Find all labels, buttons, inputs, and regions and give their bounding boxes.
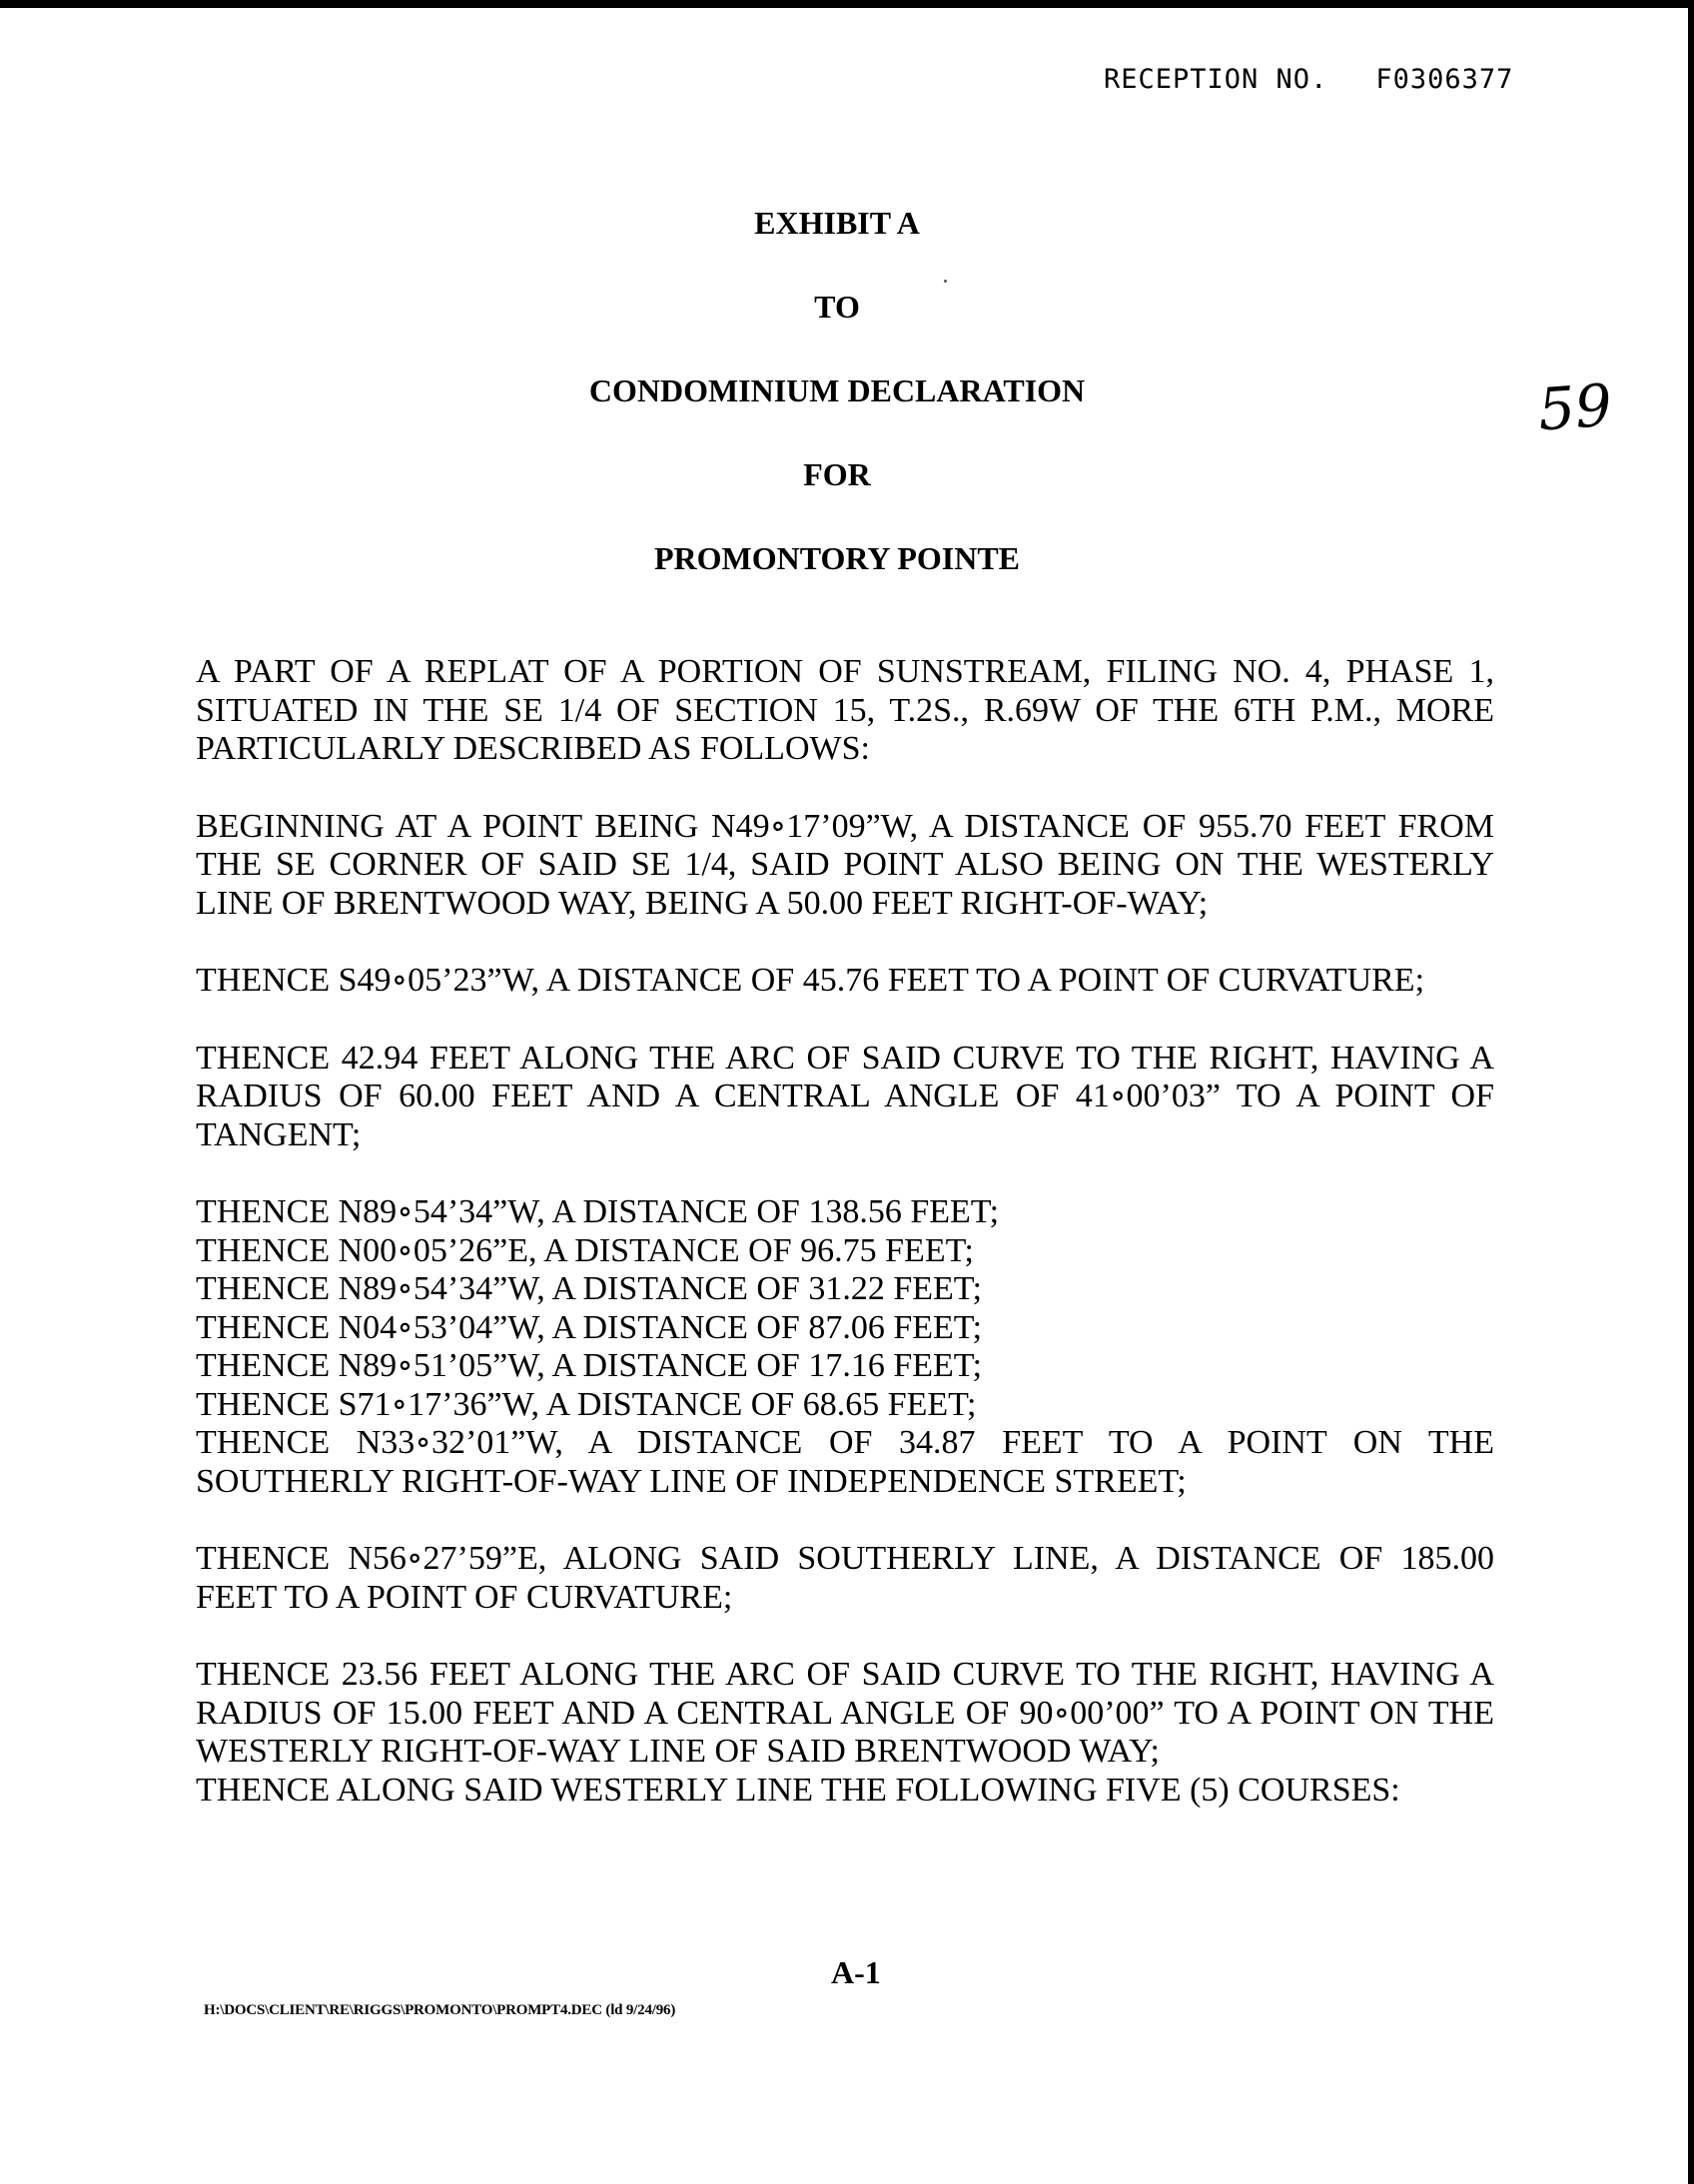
- title-block: [0, 205, 1674, 624]
- thence-paragraph-2: THENCE 42.94 FEET ALONG THE ARC OF SAID CURVE TO THE RIGHT, HAVING A RADIUS OF 60.00 FEET AND A CENTRAL ANGLE OF 41∘00’03” TO A POINT OF TANGENT;: [196, 1039, 1494, 1153]
- thence-paragraph-1: THENCE S49∘05’23”W, A DISTANCE OF 45.76 FEET TO A POINT OF CURVATURE;: [196, 962, 1425, 999]
- title-line-for: FOR: [803, 456, 871, 492]
- title-line-exhibit: EXHIBIT A: [754, 205, 920, 241]
- thence-paragraph-4: THENCE N56∘27’59”E, ALONG SAID SOUTHERLY LINE, A DISTANCE OF 185.00 FEET TO A POINT OF CURVATURE;: [196, 1540, 1494, 1616]
- reception-number-stamp: [1104, 64, 1513, 95]
- course-line: THENCE N89∘51’05”W, A DISTANCE OF 17.16 FEET;: [196, 1347, 983, 1384]
- course-line: THENCE S71∘17’36”W, A DISTANCE OF 68.65 FEET;: [196, 1385, 977, 1423]
- course-line: THENCE N04∘53’04”W, A DISTANCE OF 87.06 FEET;: [196, 1308, 983, 1346]
- page-number: A-1: [831, 1954, 881, 1990]
- title-line-declaration: CONDOMINIUM DECLARATION: [588, 372, 1086, 408]
- beginning-paragraph: BEGINNING AT A POINT BEING N49∘17’09”W, A DISTANCE OF 955.70 FEET FROM THE SE CORNER OF SAID SE 1/4, SAID POINT ALSO BEING ON THE WESTERLY LINE OF BRENTWOOD WAY, BEING A 50.00 FEET RIGHT-OF-WAY;: [196, 807, 1494, 922]
- reception-number: F0306377: [1375, 64, 1514, 95]
- thence-paragraph-3: THENCE N33∘32’01”W, A DISTANCE OF 34.87 FEET TO A POINT ON THE SOUTHERLY RIGHT-OF-WAY LINE OF INDEPENDENCE STREET;: [196, 1424, 1494, 1500]
- handwritten-page-note: 59: [1535, 370, 1615, 444]
- reception-label: RECEPTION NO.: [1104, 64, 1328, 95]
- scan-edge-top: [0, 0, 1694, 8]
- title-line-property: PROMONTORY POINTE: [654, 540, 1020, 576]
- file-path-footer: H:\DOCS\CLIENT\RE\RIGGS\PROMONTO\PROMPT4.DEC (ld 9/24/96): [204, 2002, 676, 2018]
- course-line: THENCE N89∘54’34”W, A DISTANCE OF 31.22 FEET;: [196, 1270, 983, 1307]
- thence-paragraph-5: THENCE 23.56 FEET ALONG THE ARC OF SAID CURVE TO THE RIGHT, HAVING A RADIUS OF 15.00 FEET AND A CENTRAL ANGLE OF 90∘00’00” TO A POINT ON THE WESTERLY RIGHT-OF-WAY LINE OF SAID BRENTWOOD WAY;: [196, 1656, 1494, 1770]
- title-line-to: TO: [814, 289, 860, 325]
- thence-paragraph-6: THENCE ALONG SAID WESTERLY LINE THE FOLLOWING FIVE (5) COURSES:: [196, 1771, 1400, 1809]
- intro-paragraph: A PART OF A REPLAT OF A PORTION OF SUNSTREAM, FILING NO. 4, PHASE 1, SITUATED IN THE SE 1/4 OF SECTION 15, T.2S., R.69W OF THE 6TH P.M., MORE PARTICULARLY DESCRIBED AS FOLLOWS:: [196, 653, 1494, 767]
- scan-edge-right: [1688, 0, 1694, 2184]
- legal-description: [196, 653, 1494, 1810]
- course-list: [196, 1193, 1494, 1424]
- course-line: THENCE N89∘54’34”W, A DISTANCE OF 138.56 FEET;: [196, 1193, 1000, 1230]
- course-line: THENCE N00∘05’26”E, A DISTANCE OF 96.75 FEET;: [196, 1231, 974, 1269]
